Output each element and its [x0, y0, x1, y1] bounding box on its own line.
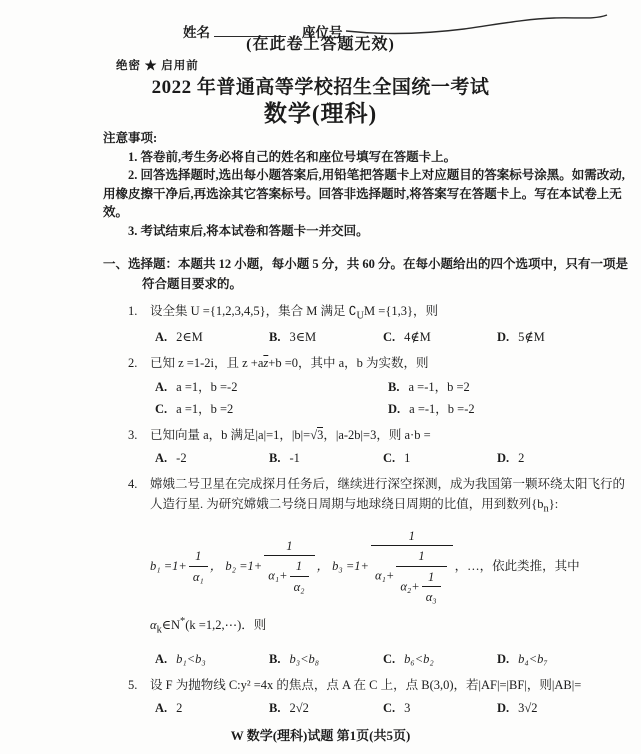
option-3a: [155, 449, 269, 468]
option-label: A.: [155, 379, 168, 394]
question-3-stem-text-b: ，|a-2b|=3，则 a·b =: [323, 427, 431, 442]
complement-subscript: U: [356, 310, 365, 321]
sequence-subscript: n: [543, 503, 549, 515]
secrecy-notice: 绝密 ★ 启用前: [116, 60, 199, 72]
option-label: D.: [497, 701, 510, 716]
frac-numerator: 1: [371, 527, 453, 547]
frac-denominator: α₁: [192, 569, 204, 584]
radical-sign: √: [310, 427, 318, 442]
option-value: b₄<b₇: [518, 652, 548, 667]
option-value: a =1，b =-2: [176, 379, 238, 394]
question-2-options: [103, 374, 632, 419]
notices-section: [103, 129, 632, 240]
question-3-stem-text: 已知向量 a，b 满足|a|=1，|b|=: [150, 427, 311, 442]
question-2-number: 2.: [128, 355, 138, 370]
frac-numerator: 1: [264, 537, 314, 557]
question-3-number: 3.: [128, 427, 138, 442]
option-label: C.: [383, 330, 396, 345]
option-label: C.: [383, 451, 396, 466]
question-5-stem-text: 设 F 为抛物线 C:y² =4x 的焦点，点 A 在 C 上，点 B(3,0)，若|AF|=|BF|，则|AB|=: [150, 677, 582, 692]
separator: ，: [316, 558, 330, 573]
exam-title: 2022 年普通高等学校招生全国统一考试: [151, 77, 490, 98]
option-4b: [269, 650, 383, 669]
option-value: b₆<b₂: [404, 652, 434, 667]
formula-tail: ，…，依此类推，其中: [454, 558, 580, 573]
option-label: C.: [383, 652, 396, 667]
question-3: [103, 426, 632, 468]
option-2b: [388, 378, 621, 397]
question-4-stem-text: 嫦娥二号卫星在完成探月任务后，继续进行深空探测，成为我国第一颗环绕太阳飞行的人造行星. 为研究嫦娥二号绕日周期与地球绕日周期的比值，用到数列{b: [150, 476, 626, 511]
option-4d: [497, 650, 548, 669]
b1-fraction: [189, 547, 208, 586]
den-prefix: α₁+: [268, 568, 288, 583]
question-4-stem: [103, 475, 632, 518]
alpha-membership: ∈N: [161, 617, 181, 632]
radicand: 3: [317, 427, 324, 442]
frac-numerator: 1: [422, 568, 441, 588]
question-5-stem: [103, 676, 632, 696]
option-label: D.: [388, 402, 401, 417]
option-label: A.: [155, 652, 168, 667]
b3-fraction: [371, 527, 453, 607]
name-label: 姓名: [183, 25, 210, 40]
option-label: C.: [155, 402, 168, 417]
option-label: B.: [269, 652, 281, 667]
option-4a: [155, 650, 269, 669]
option-1d: [497, 328, 545, 347]
option-label: A.: [155, 330, 168, 345]
den-prefix: α₂+: [400, 579, 420, 594]
frac-numerator: 1: [396, 547, 446, 567]
question-2-stem-text: 已知 z =1-2i，且 z +a: [150, 355, 264, 370]
option-value: 4∉M: [404, 330, 431, 345]
question-1-options: [103, 328, 632, 347]
option-label: D.: [497, 330, 510, 345]
option-5d: [497, 699, 538, 718]
separator: ，: [209, 558, 223, 573]
option-value: -1: [289, 451, 300, 466]
natural-star: *: [180, 615, 186, 627]
answer-invalid-note: (在此卷上答题无效): [246, 36, 395, 53]
option-2d: [388, 400, 621, 419]
option-value: b₃<b₈: [289, 652, 320, 667]
option-1b: [269, 328, 383, 347]
option-3b: [269, 449, 383, 468]
question-5-number: 5.: [128, 677, 138, 692]
question-1-stem-text: 设全集 U ={1,2,3,4,5}，集合 M 满足 ∁: [150, 303, 357, 318]
seat-label: 座位号: [302, 25, 343, 40]
option-5a: [155, 699, 269, 718]
notice-item-2: 2. 回答选择题时,选出每小题答案后,用铅笔把答题卡上对应题目的答案标号涂黑。如需改动,用橡皮擦干净后,再选涂其它答案标号。回答非选择题时,将答案写在答题卡上。写在本试卷上无效。: [103, 168, 625, 219]
notice-item-1: 1. 答卷前,考生务必将自己的姓名和座位号填写在答题卡上。: [128, 149, 457, 164]
frac-denominator: [371, 546, 453, 607]
option-value: a =-1，b =2: [408, 379, 470, 394]
paper-body: [103, 129, 632, 718]
option-4c: [383, 650, 497, 669]
option-value: 2√2: [289, 701, 309, 716]
z-conjugate: $\overline{z}$: [263, 355, 269, 370]
question-4: [103, 475, 632, 669]
b2-lhs: b₂ =1+: [225, 558, 263, 573]
b3-mid-fraction: [396, 547, 446, 607]
question-4-number: 4.: [128, 476, 138, 491]
question-1-stem-text-b: M ={1,3}，则: [364, 303, 438, 318]
question-1-stem: [103, 302, 632, 325]
option-5c: [383, 699, 497, 718]
alpha-subscript: k: [156, 624, 162, 636]
b2-fraction: [264, 537, 314, 597]
b3-lhs: b₃ =1+: [332, 558, 369, 573]
option-5b: [269, 699, 383, 718]
option-label: B.: [269, 451, 281, 466]
option-label: A.: [155, 701, 168, 716]
subject-title: 数学(理科): [263, 101, 378, 126]
section-one-heading: 一、选择题：本题共 12 小题，每小题 5 分，共 60 分。在每小题给出的四个选项中，只有一项是符合题目要求的。: [103, 257, 629, 292]
option-value: 2∈M: [176, 330, 203, 345]
frac-numerator: 1: [189, 547, 208, 567]
option-value: 1: [404, 451, 411, 466]
b3-inner-fraction: [422, 568, 441, 607]
footer-page-info: W 数学(理科)试题 第1页(共5页): [230, 728, 411, 743]
question-1-number: 1.: [128, 303, 138, 318]
option-value: -2: [176, 451, 187, 466]
question-4-options: [103, 650, 632, 669]
option-value: 2: [518, 451, 525, 466]
question-3-options: [103, 449, 632, 468]
b1-lhs: b₁ =1+: [150, 558, 187, 573]
option-3c: [383, 449, 497, 468]
den-prefix: α₁+: [375, 568, 395, 583]
question-2: [103, 354, 632, 419]
frac-denominator: [264, 556, 314, 596]
option-1a: [155, 328, 269, 347]
question-1: [103, 302, 632, 347]
frac-numerator: 1: [290, 557, 309, 577]
alpha-condition: [103, 614, 632, 638]
option-2c: [155, 400, 388, 419]
frac-denominator: [396, 567, 446, 607]
notice-item-3: 3. 考试结束后,将本试卷和答题卡一并交回。: [128, 223, 369, 238]
option-label: B.: [269, 330, 281, 345]
option-label: A.: [155, 451, 168, 466]
option-value: 3∈M: [289, 330, 317, 345]
alpha-symbol: α: [150, 617, 157, 632]
option-label: D.: [497, 652, 510, 667]
option-value: 5∉M: [518, 330, 545, 345]
option-value: 2: [176, 701, 183, 716]
question-5-options: [103, 699, 632, 718]
alpha-condition-rest: (k =1,2,⋯)．则: [185, 617, 267, 632]
question-2-stem-text-b: +b =0，其中 a，b 为实数，则: [268, 355, 429, 370]
option-label: B.: [388, 379, 400, 394]
frac-denominator: α₂: [293, 579, 305, 594]
option-value: a =-1，b =-2: [409, 402, 475, 417]
notices-heading: 注意事项:: [103, 131, 158, 145]
option-value: b₁<b₃: [176, 652, 206, 667]
continued-fraction-formulas: [103, 527, 632, 607]
option-value: a =1，b =2: [176, 402, 234, 417]
question-2-stem: [103, 354, 632, 374]
option-2a: [155, 378, 388, 397]
option-label: D.: [497, 451, 510, 466]
question-4-stem-text-b: }:: [548, 496, 559, 511]
question-3-stem: [103, 426, 632, 446]
option-value: 3: [404, 701, 411, 716]
question-5: [103, 676, 632, 718]
b2-inner-fraction: [290, 557, 309, 596]
option-1c: [383, 328, 497, 347]
option-label: C.: [383, 701, 396, 716]
option-label: B.: [269, 701, 281, 716]
option-value: 3√2: [518, 701, 538, 716]
option-3d: [497, 449, 524, 468]
frac-denominator: α₃: [425, 590, 437, 605]
